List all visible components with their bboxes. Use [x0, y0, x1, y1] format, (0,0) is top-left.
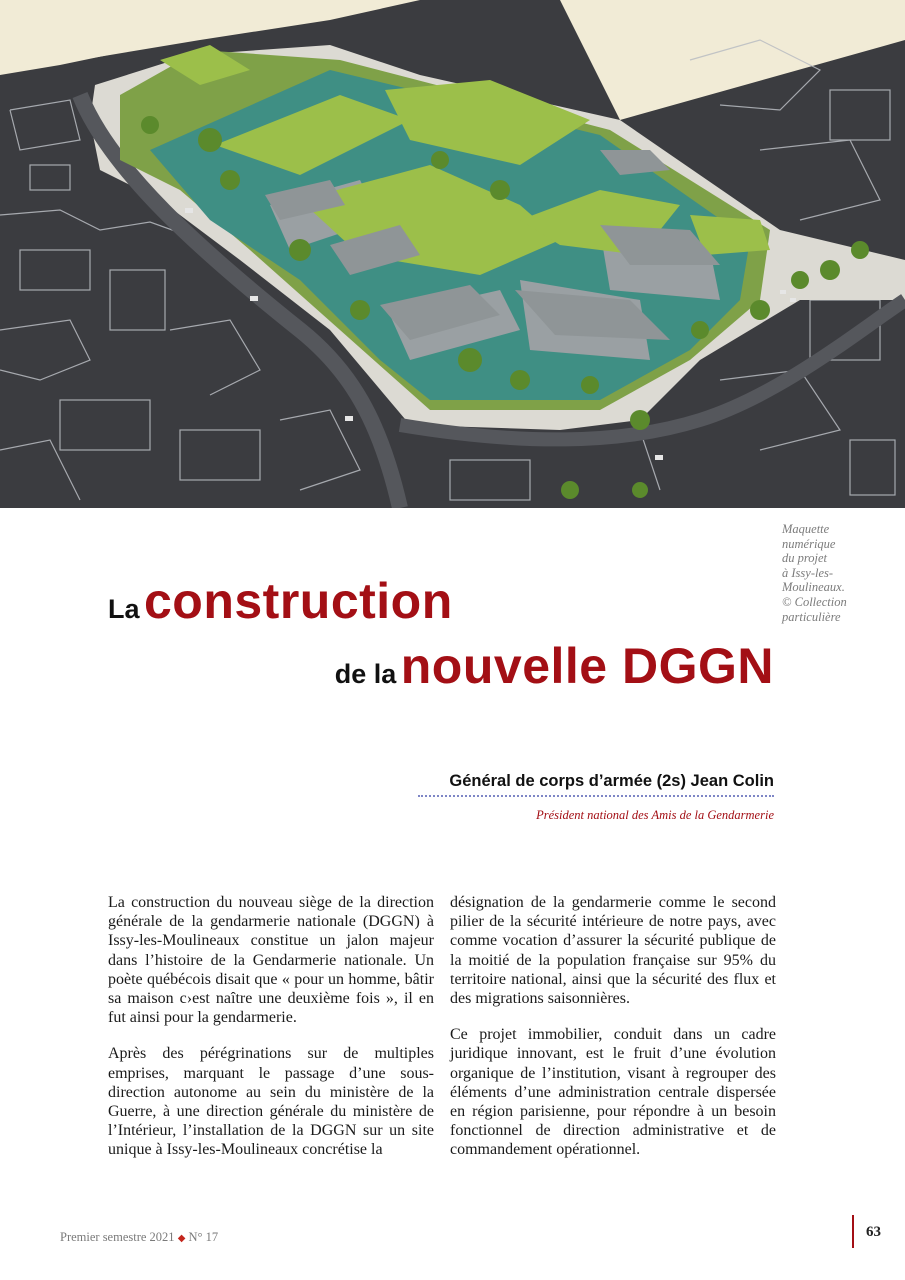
paragraph: Ce projet immobilier, conduit dans un cadre juridique innovant, est le fruit d’une évolution organique de l’institution, visant à regrouper des éléments d’une administration centrale dispersée en région parisienne, pour répondre à un besoin fonctionnel de direction administrative et de commandement opérationnel. [450, 1026, 776, 1159]
paragraph: désignation de la gendarmerie comme le second pilier de la sécurité intérieure de notre pays, avec comme vocation d’assurer la sécurité publique de la moitié de la population française sur 95% du territoire national, ainsi que la sécurité des flux et des migrations saisonnières. [450, 894, 776, 1008]
page-number: 63 [866, 1224, 881, 1240]
image-caption: Maquette numérique du projet à Issy-les- Moulineaux. © Collection particulière [782, 522, 847, 624]
article-title-line1 [108, 572, 453, 630]
cover-image [0, 0, 905, 508]
paragraph: La construction du nouveau siège de la direction générale de la gendarmerie nationale (DGGN) à Issy-les-Moulineaux constitue un jalon majeur dans l’histoire de la Gendarmerie nationale. Un poète québécois disait que « pour un homme, bâtir sa maison c›est naître une deuxième fois », il en fut ainsi pour la gendarmerie. [108, 894, 434, 1027]
article-title-line2 [335, 637, 774, 695]
author-divider [418, 795, 774, 797]
author-role: Président national des Amis de la Gendarmerie [536, 808, 774, 822]
diamond-icon: ◆ [177, 1233, 186, 1244]
title-word-la: La [108, 594, 140, 624]
title-word-de-la: de la [334, 659, 397, 689]
footer-issue [60, 1230, 218, 1245]
footer-period: Premier semestre 2021 [60, 1230, 175, 1244]
body-column-right [450, 893, 776, 1177]
footer-rule [852, 1215, 854, 1248]
title-word-construction: construction [143, 573, 453, 629]
footer-issue-number: N° 17 [188, 1230, 219, 1244]
body-column-left [108, 893, 434, 1177]
paragraph: Après des pérégrinations sur de multiples emprises, marquant le passage d’une sous-direction autonome au sein du ministère de la Guerre, à une direction générale du ministère de l’Intérieur, l’installation de la DGGN sur un site unique à Issy-les-Moulineaux concrétise la [108, 1045, 434, 1159]
aerial-rendering [0, 0, 905, 508]
author-name: Général de corps d’armée (2s) Jean Colin [449, 772, 774, 790]
title-word-nouvelle-dggn: nouvelle DGGN [400, 638, 774, 694]
